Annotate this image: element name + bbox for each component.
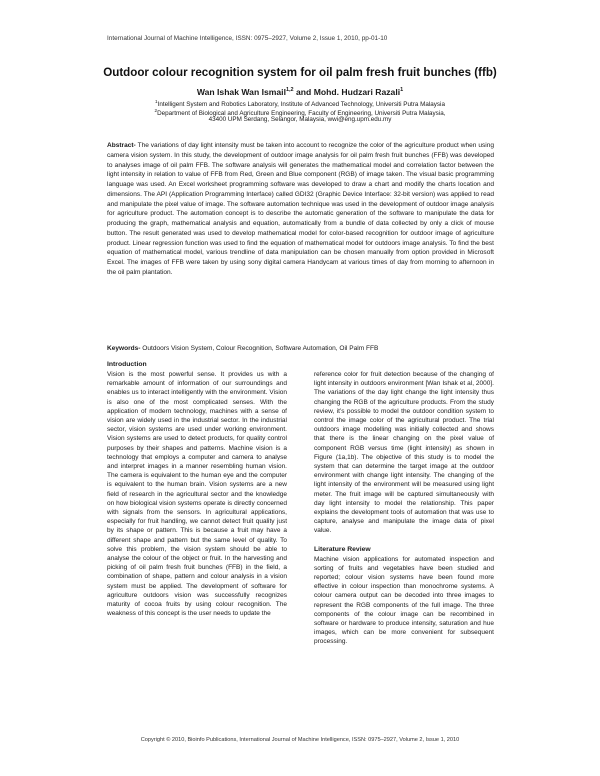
author-2: Mohd. Hudzari Razali: [313, 87, 401, 97]
paper-title: Outdoor colour recognition system for oil palm fresh fruit bunches (ffb): [103, 66, 497, 79]
copyright-footer: Copyright © 2010, Bioinfo Publications, International Journal of Machine Intelligence, ISSN: 0975–2927, Volume 2, Issue 1, 2010: [140, 737, 460, 743]
author-1-affiliation-mark: 1,2: [285, 87, 294, 94]
literature-review-paragraph: Machine vision applications for automated inspection and sorting of fruits and vegetables have been studied and reported; colour vision systems have been found more effective in colour inspection than monochrome systems. A colour camera output can be decoded into three images to represent the RGB components of the full image. The three components of the colour image can be recombined in software or hardware to produce intensity, saturation and hue images, which can be more convenient for subsequent processing.: [314, 555, 494, 646]
introduction-paragraph-continued: reference color for fruit detection because of the changing of light intensity in outdoors environment [Wan Ishak et al, 2000]. The variations of the day light change the light intensity thus changing the RGB of the agriculture products. From the study review, it’s possible to model the outdoor condition system to control the image color of the agricultural product. The trial outdoors image modelling was initially collected and shows that there is the linear changing on the pixel value of component RGB versus time (light intensity) as shown in Figure (1a,1b). The objective of this study is to model the system that can determine the target image at the outdoor environment with change light intensity. The changing of the light intensity of the environment will be measured using light meter. The fruit image will be captured simultaneously with day light intensity to model the relationship. This paper explains the development tools of automation that was use to capture, analyse and manipulate the image data of pixel value.: [314, 371, 494, 535]
introduction-paragraph: Vision is the most powerful sense. It provides us with a remarkable amount of information of our surroundings and enables us to interact intelligently with the environment. Vision is also one of the most complicated senses. With the application of modern technology, machines with a sense of vision are widely used in the industrial sector. In the industrial sector, vision systems are used under working environment. Vision systems are used to detect products, for quality control purposes by their shapes and patterns. Machine vision is a technology that employs a computer and camera to analyse and interpret images in a manner resembling human vision. The camera is equivalent to the human eye and the computer is equivalent to the human brain. Vision systems are a new field of research in the agricultural sector and the knowledge on how biological vision systems operate is directly concerned with signals from the sensors. In agricultural applications, especially for fruit handling, we cannot detect fruit quality just by its shape or pattern. This is because a fruit may have a different shape and pattern but the same level of quality. To solve this problem, the vision system should be able to analyse the colour of the object or fruit. In the harvesting and picking of oil palm fresh fruit bunches (FFB) in the field, a combination of shape, pattern and colour analysis in a vision system must be applied. The development of software for agriculture outdoors vision was successfully recognizes maturity of cocoa fruits by using colour recognition. The weakness of this concept is the user needs to update the: [107, 371, 287, 618]
right-column: [314, 360, 494, 647]
abstract-text: The variations of day light intensity must be taken into account to recognize the color of the agriculture product when using camera vision system. In this study, the development of outdoor image analysis for oil palm fresh fruit bunches (FFB) was developed to analyses image of oil palm FFB. The software analysis will generates the mathematical model and correlation factor between the light intensity in relation to value of FFB from Red, Green and Blue component (RGB) of image taken. The visual basic programming language was used. An Excel worksheet programming software was developed to draw a chart and modify the charts location and dimensions. The API (Application Programming Interface) called GDI32 (Graphic Device Interface: 32-bit version) was applied to read and manipulate the pixel value of image. The software automation technique was used in the development of outdoor image analysis for agriculture product. The automation concept is to describe the automatic generation of the software to manipulate the data for producing the graph, mathematical analysis and equation, automatically from a bundle of data collected by only a click of mouse button. The result generated was used to develop mathematical model for color-based recognition for outdoor image of agriculture product. Linear regression function was used to find the equation of mathematical model for outdoors image analysis. To find the best equation of mathematical model, various trendline of data manipulation can be chosen manually from option provided in Microsoft Excel. The images of FFB were taken by using sony digital camera Handycam at various times of day from morning to afternoon in the oil palm plantation.: [107, 142, 494, 276]
introduction-heading: Introduction: [107, 361, 147, 368]
author-joiner: and: [293, 87, 314, 97]
keywords-label: Keywords-: [107, 345, 141, 352]
running-head: International Journal of Machine Intelligence, ISSN: 0975–2927, Volume 2, Issue 1, 2010, pp-01-10: [107, 35, 388, 42]
author-2-affiliation-mark: 1: [400, 87, 404, 94]
keywords-text: Outdoors Vision System, Colour Recognition, Software Automation, Oil Palm FFB: [140, 345, 379, 352]
keywords: [107, 344, 494, 354]
affiliation-1-mark: 1: [155, 99, 158, 104]
author-1: Wan Ishak Wan Ismail: [196, 87, 286, 97]
abstract: [107, 141, 494, 278]
affiliation-2-mark: 2: [154, 108, 158, 113]
left-column: [107, 360, 287, 618]
author-line: [0, 87, 600, 97]
literature-review-heading: Literature Review: [314, 545, 371, 553]
affiliation-2-text: Department of Biological and Agriculture Engineering, Faculty of Engineering, Universiti Putra Malaysia,: [157, 110, 446, 118]
affiliation-1-text: Intelligent System and Robotics Laboratory, Institute of Advanced Technology, Universiti Putra Malaysia: [157, 101, 445, 109]
abstract-label: Abstract-: [107, 142, 136, 149]
affiliation-3: 43400 UPM Serdang, Selangor, Malaysia, wwi@eng.upm.edu.my: [208, 116, 392, 123]
